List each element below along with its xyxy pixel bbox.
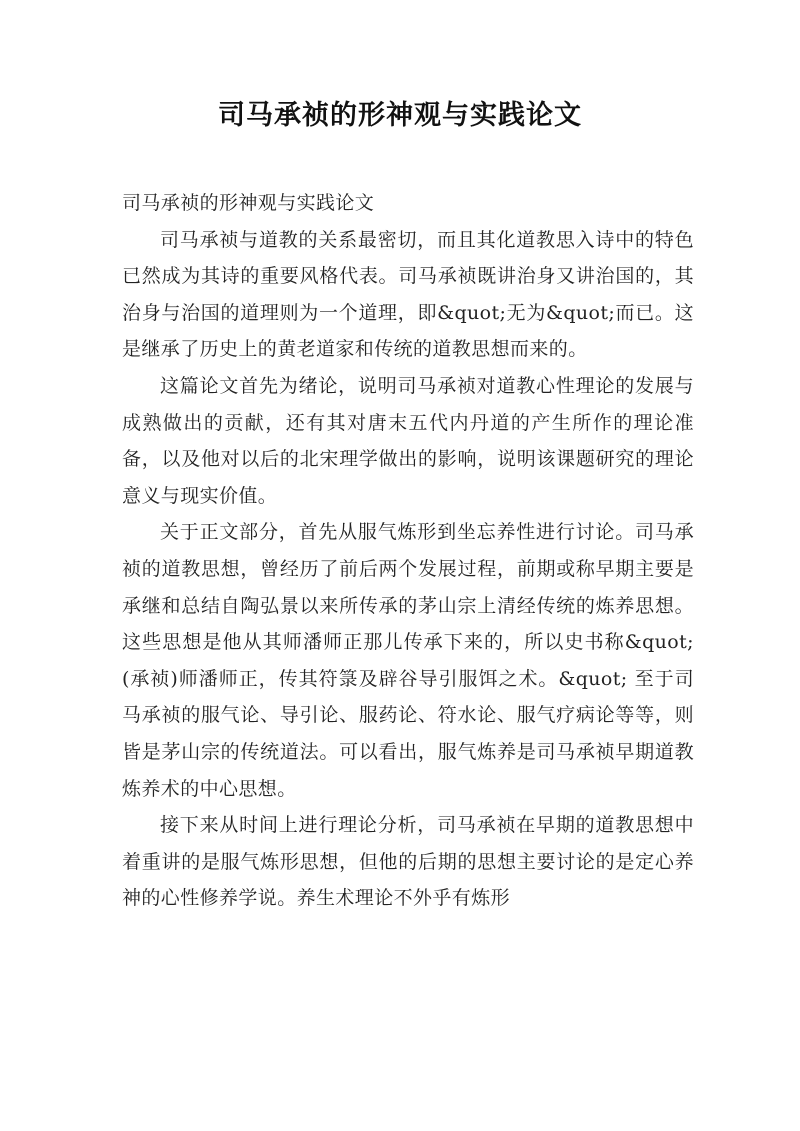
paragraph: 关于正文部分，首先从服气炼形到坐忘养性进行讨论。司马承祯的道教思想，曾经历了前后两个发展过程，前期或称早期主要是承继和总结自陶弘景以来所传承的茅山宗上清经传统的炼养思想。这些思想是他从其师潘师正那儿传承下来的，所以史书称&quot;(承祯)师潘师正，传其符箓及辟谷导引服饵之术。&quot; 至于司马承祯的服气论、导引论、服药论、符水论、服气疗病论等等，则皆是茅山宗的传统道法。可以看出，服气炼养是司马承祯早期道教炼养术的中心思想。 bbox=[122, 521, 694, 800]
document-title: 司马承祯的形神观与实践论文 bbox=[218, 100, 582, 131]
document-subtitle: 司马承祯的形神观与实践论文 bbox=[122, 192, 375, 214]
paragraph: 这篇论文首先为绪论，说明司马承祯对道教心性理论的发展与成熟做出的贡献，还有其对唐末五代内丹道的产生所作的理论准备，以及他对以后的北宋理学做出的影响，说明该课题研究的理论意义与现实价值。 bbox=[122, 374, 694, 507]
paragraph: 接下来从时间上进行理论分析，司马承祯在早期的道教思想中着重讲的是服气炼形思想，但他的后期的思想主要讨论的是定心养神的心性修养学说。养生术理论不外乎有炼形 bbox=[122, 814, 694, 910]
document-body bbox=[122, 185, 694, 917]
paragraph: 司马承祯与道教的关系最密切，而且其化道教思入诗中的特色已然成为其诗的重要风格代表。司马承祯既讲治身又讲治国的，其治身与治国的道理则为一个道理，即&quot;无为&quot;而已。这是继承了历史上的黄老道家和传统的道教思想而来的。 bbox=[122, 228, 694, 361]
